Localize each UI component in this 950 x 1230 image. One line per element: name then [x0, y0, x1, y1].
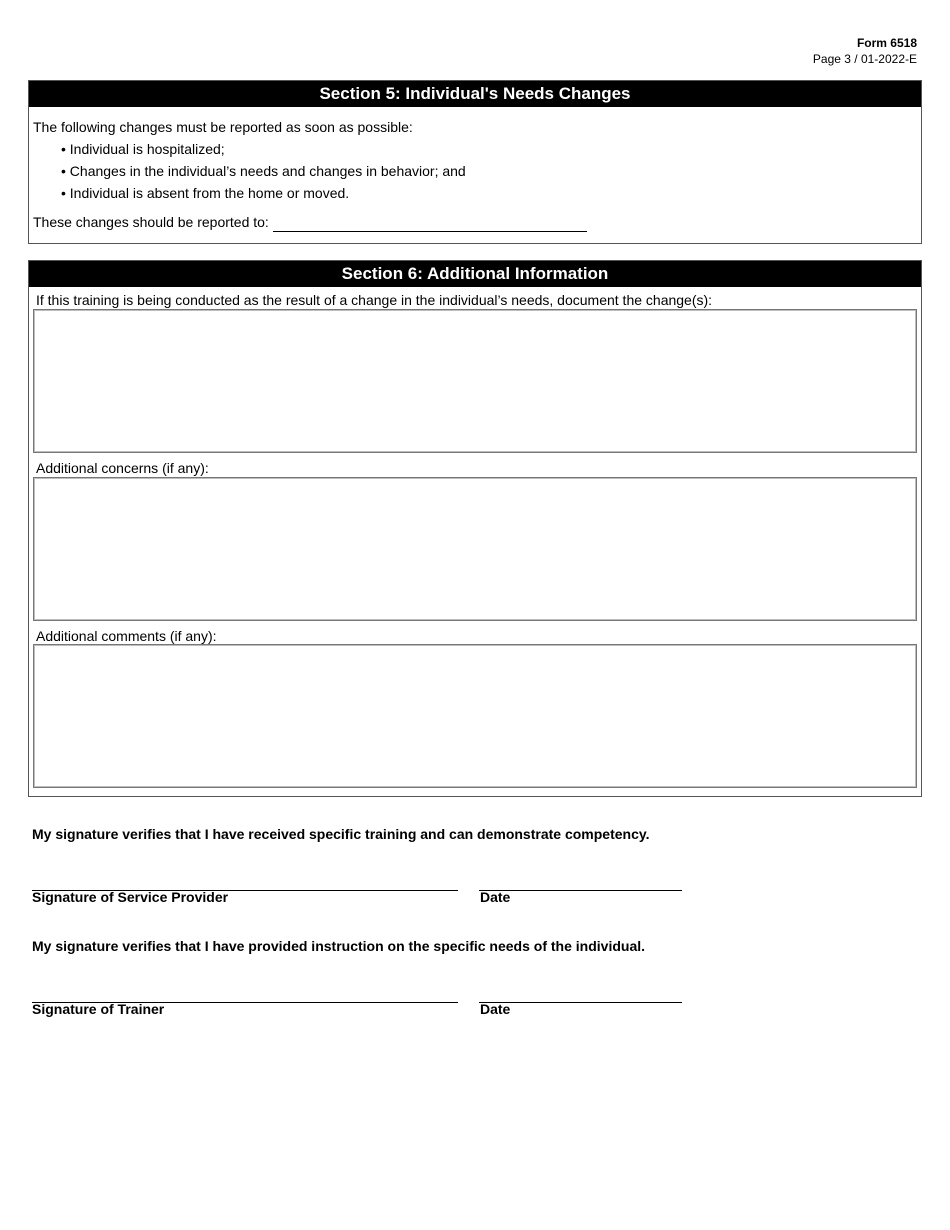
- bullet-item: • Individual is absent from the home or moved.: [61, 185, 349, 201]
- bullet-item: • Individual is hospitalized;: [61, 141, 225, 157]
- trainer-statement: My signature verifies that I have provided instruction on the specific needs of the individual.: [32, 938, 646, 954]
- trainer-signature-label: Signature of Trainer: [32, 1001, 165, 1017]
- report-to-field[interactable]: [273, 231, 587, 232]
- change-label: If this training is being conducted as the result of a change in the individual’s needs, document the change(s):: [36, 292, 713, 308]
- report-to-label: These changes should be reported to:: [33, 214, 269, 230]
- section-5: [28, 80, 922, 244]
- comments-textarea[interactable]: [33, 644, 917, 788]
- section-5-intro: The following changes must be reported as soon as possible:: [33, 119, 413, 135]
- section-6-title: Section 6: Additional Information: [29, 261, 921, 287]
- page-info: Page 3 / 01-2022-E: [812, 52, 917, 66]
- form-number: Form 6518: [856, 36, 917, 50]
- bullet-item: • Changes in the individual’s needs and changes in behavior; and: [61, 163, 466, 179]
- concerns-textarea[interactable]: [33, 477, 917, 621]
- provider-date-label: Date: [480, 889, 511, 905]
- change-textarea[interactable]: [33, 309, 917, 453]
- section-6: [28, 260, 922, 797]
- provider-signature-label: Signature of Service Provider: [32, 889, 229, 905]
- provider-statement: My signature verifies that I have received specific training and can demonstrate competency.: [32, 826, 650, 842]
- concerns-label: Additional concerns (if any):: [36, 460, 209, 476]
- form-identifier: [813, 35, 917, 67]
- trainer-date-label: Date: [480, 1001, 511, 1017]
- section-5-title: Section 5: Individual's Needs Changes: [29, 81, 921, 107]
- comments-label: Additional comments (if any):: [36, 628, 217, 644]
